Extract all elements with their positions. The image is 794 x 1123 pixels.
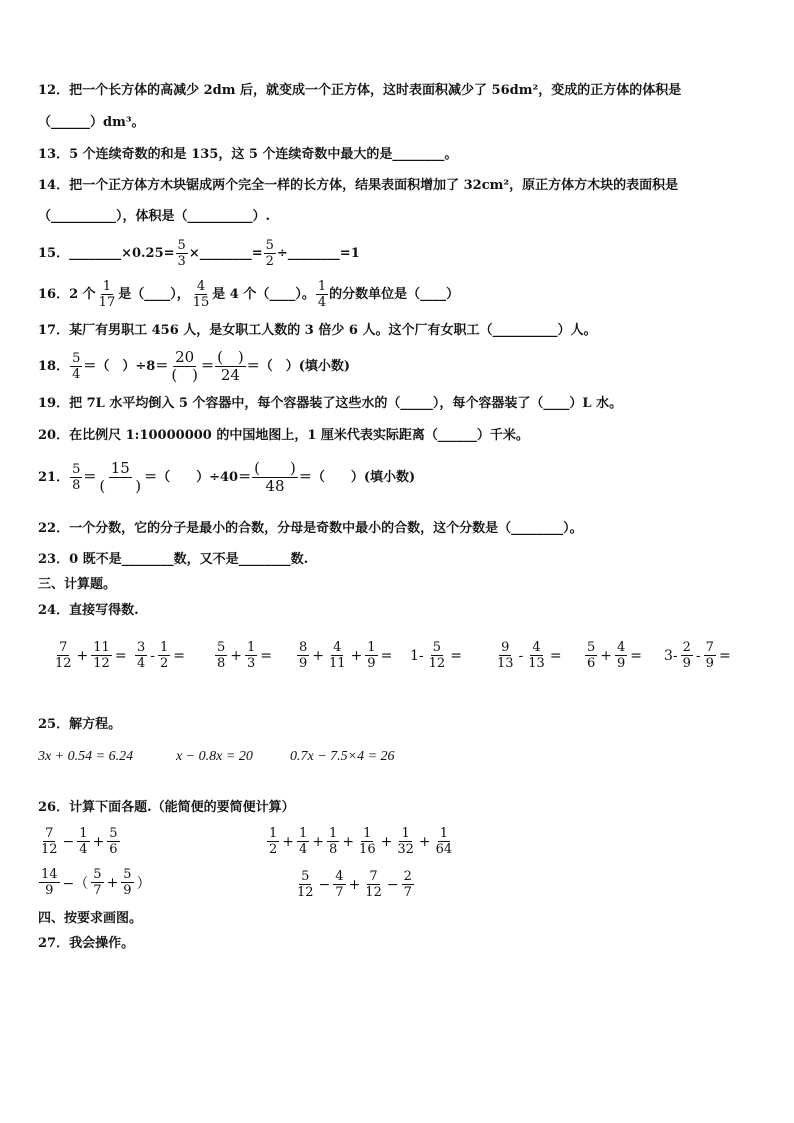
operator: + — [380, 833, 393, 850]
operator: − — [62, 833, 75, 850]
operator: + — [282, 833, 295, 850]
fraction: $\frac{1}{2}$ — [160, 640, 169, 671]
operator: + — [312, 647, 325, 664]
q24-item-2 — [134, 640, 187, 671]
q26-expression-1 — [38, 826, 121, 857]
fraction: $\frac{1}{4}$ — [299, 826, 308, 857]
operator: − — [318, 876, 331, 893]
operator: −（ — [62, 875, 89, 892]
q12-line1: 12．把一个长方体的高减少 2dm 后，就变成一个正方体，这时表面积减少了 56dm²，变成的正方体的体积是 — [38, 83, 682, 98]
operator: + — [342, 833, 355, 850]
operator: + — [92, 833, 105, 850]
operator: - — [695, 647, 701, 664]
operator: + — [350, 647, 363, 664]
q23: 23．0 既不是________数，又不是________数. — [38, 552, 309, 567]
q18-fraction-3: ( ) 24 — [217, 348, 244, 384]
q26-expression-2 — [266, 826, 455, 857]
q16-fraction-2: 4 15 — [192, 279, 210, 310]
fraction: $\frac{1}{64}$ — [435, 826, 453, 857]
fraction: $\frac{5}{9}$ — [123, 867, 132, 898]
q22: 22．一个分数，它的分子是最小的合数，分母是奇数中最小的合数，这个分数是（________）。 — [38, 521, 583, 536]
fraction: $\frac{7}{9}$ — [705, 640, 714, 671]
fraction: $\frac{1}{3}$ — [247, 640, 256, 671]
q20: 20．在比例尺 1:10000000 的中国地图上，1 厘米代表实际距离（______）千米。 — [38, 428, 529, 443]
q16-fraction-3: 1 4 — [317, 279, 327, 310]
fraction: $\frac{1}{9}$ — [367, 640, 376, 671]
q16: 16．2 个 1 17 是（____）， 4 15 是 4 个（____）。 1 4 的分数单位是（____） — [38, 279, 460, 310]
fraction: 5 8 — [217, 640, 226, 671]
q24-title: 24．直接写得数. — [38, 603, 139, 618]
fraction: 7 12 — [55, 640, 72, 671]
q14-line1: 14．把一个正方体方木块锯成两个完全一样的长方体，结果表面积增加了 32cm²，原正方体方木块的表面积是 — [38, 178, 679, 193]
fraction: $\frac{2}{7}$ — [403, 869, 412, 900]
q26-title: 26．计算下面各题.（能简便的要简便计算） — [38, 800, 295, 815]
operator: = — [630, 647, 643, 664]
q27: 27．我会操作。 — [38, 936, 135, 951]
q16-fraction-1: 1 17 — [98, 279, 116, 310]
q26-expression-4 — [294, 869, 415, 900]
q18: 18． 5 4 ＝（ ）÷8＝ 20 ( ) ＝ ( ) 24 ＝（ ）(填小数) — [38, 348, 351, 384]
operator: = — [549, 647, 562, 664]
operator: + — [312, 833, 325, 850]
fraction: $\frac{1}{4}$ — [79, 826, 88, 857]
operator: = — [380, 647, 393, 664]
operator: = — [718, 647, 731, 664]
q25-equation-2: x − 0.8x = 20 — [176, 749, 253, 764]
q24-item-7 — [584, 640, 644, 671]
fraction: $\frac{4}{13}$ — [528, 640, 545, 671]
q15-fraction-2: $\frac{5}{2}$ — [265, 238, 274, 269]
fraction: 1 2 — [269, 826, 278, 857]
fraction: 5 7 — [93, 867, 102, 898]
operator: - — [150, 647, 156, 664]
fraction: 3 4 — [137, 640, 146, 671]
q21-fraction-2: 15 ( ) — [99, 459, 142, 495]
q14-line2: （__________），体积是（__________）. — [38, 209, 271, 224]
q18-fraction-1: 5 4 — [72, 351, 81, 382]
fraction: $\frac{4}{7}$ — [335, 869, 344, 900]
q17: 17．某厂有男职工 456 人，是女职工人数的 3 倍少 6 人。这个厂有女职工（__________）人。 — [38, 323, 597, 338]
fraction: $\frac{7}{12}$ — [365, 869, 382, 900]
q24-item-4 — [296, 640, 394, 671]
operator: = — [450, 647, 462, 664]
operator: + — [106, 874, 119, 891]
operator: 1- — [410, 647, 424, 664]
q24-item-5 — [408, 640, 464, 671]
q18-fraction-2: 20 ( ) — [171, 348, 199, 384]
operator: + — [600, 647, 613, 664]
operator: + — [348, 876, 361, 893]
fraction: 9 13 — [497, 640, 514, 671]
fraction: 7 12 — [41, 826, 58, 857]
operator: = — [173, 647, 186, 664]
fraction: 5 12 — [297, 869, 314, 900]
fraction: $\frac{1}{32}$ — [397, 826, 414, 857]
operator: = — [260, 647, 273, 664]
q24-item-8 — [662, 640, 733, 671]
fraction: $\frac{1}{8}$ — [329, 826, 338, 857]
operator: - — [518, 647, 524, 664]
q21-fraction-1: 5 8 — [72, 462, 81, 493]
q21-fraction-3: ( ) 48 — [254, 459, 296, 495]
section-4-heading: 四、按要求画图。 — [38, 911, 143, 926]
q25-title: 25．解方程。 — [38, 717, 122, 732]
q24-item-1 — [52, 640, 129, 671]
q13: 13．5 个连续奇数的和是 135，这 5 个连续奇数中最大的是________。 — [38, 147, 458, 162]
fraction: $\frac{5}{12}$ — [428, 640, 446, 671]
fraction: $\frac{4}{11}$ — [329, 640, 346, 671]
operator: = — [114, 647, 127, 664]
fraction: 8 9 — [299, 640, 308, 671]
q25-equation-1: 3x + 0.54 = 6.24 — [38, 749, 134, 764]
operator: + — [418, 833, 431, 850]
q24-item-3 — [214, 640, 274, 671]
fraction: 14 9 — [41, 867, 58, 898]
fraction: 5 6 — [587, 640, 596, 671]
operator: + — [76, 647, 89, 664]
q21: 21． 5 8 ＝ 15 ( ) ＝（ ）÷40＝ ( ) 48 ＝（ ）(填小数) — [38, 459, 416, 495]
fraction: $\frac{5}{6}$ — [109, 826, 118, 857]
q25-equation-3: 0.7x − 7.5×4 = 26 — [290, 749, 395, 764]
fraction: 2 9 — [682, 640, 691, 671]
q15: 15． ________×0.25= $\frac{5}{3}$ ×________= $\frac{5}{2}$ ÷________=1 — [38, 238, 360, 269]
operator: + — [230, 647, 243, 664]
section-3-heading: 三、计算题。 — [38, 577, 117, 592]
fraction: $\frac{11}{12}$ — [93, 640, 110, 671]
q26-expression-3 — [38, 867, 153, 898]
fraction: $\frac{4}{9}$ — [617, 640, 626, 671]
q24-item-6 — [494, 640, 564, 671]
operator: − — [386, 876, 399, 893]
operator: 3- — [664, 647, 678, 664]
q12-line2: （______）dm³。 — [38, 115, 145, 130]
q15-fraction-1: $\frac{5}{3}$ — [177, 238, 186, 269]
fraction: $\frac{1}{16}$ — [359, 826, 376, 857]
q19: 19．把 7L 水平均倒入 5 个容器中，每个容器装了这些水的（_____），每个容器装了（____）L 水。 — [38, 396, 623, 411]
operator: ） — [136, 875, 151, 892]
